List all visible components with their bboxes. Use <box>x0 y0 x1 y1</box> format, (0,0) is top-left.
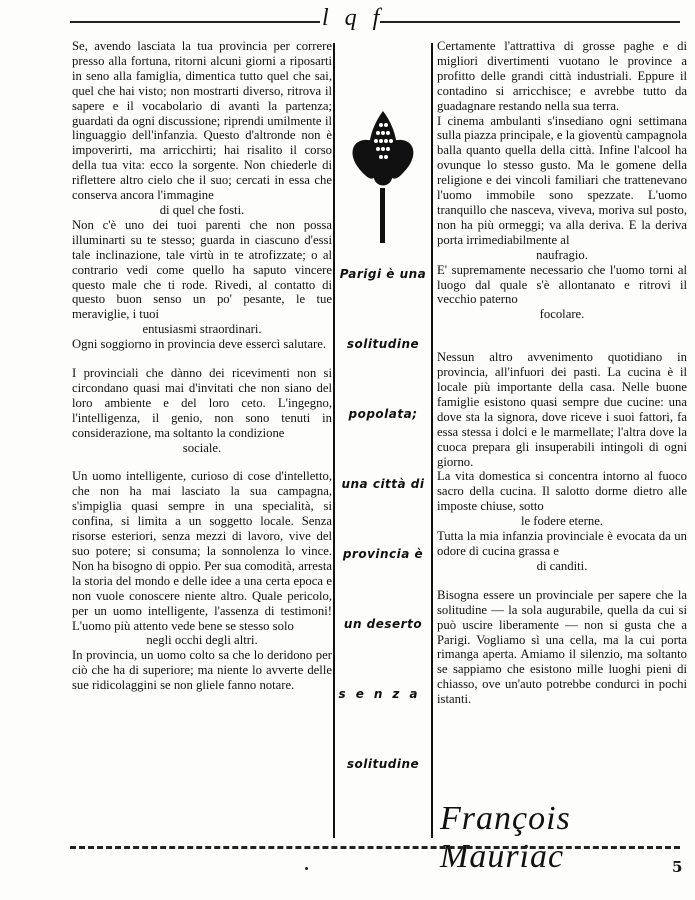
decorative-dot <box>305 867 308 870</box>
header-rule-left <box>70 21 320 23</box>
paragraph: Tutta la mia infanzia provinciale è evocata da un odore di cucina grassa e <box>437 529 687 558</box>
slogan-line: Parigi è una <box>339 267 427 281</box>
paragraph: di canditi. <box>536 558 588 573</box>
paragraph-gap <box>437 574 687 588</box>
slogan-line: solitudine <box>346 757 420 771</box>
author-signature: François Mauriac <box>440 800 571 875</box>
paragraph: naufragio. <box>536 247 588 262</box>
header-logo: l q f <box>322 5 385 31</box>
paragraph: La vita domestica si concentra intorno al fuoco sacro della cucina. Il salotto dorme dietro alle imposte chiuse, sotto <box>437 469 687 514</box>
paragraph: Bisogna essere un provinciale per sapere che la solitudine — la sola augurabile, quella da cui si può uscire liberamente — non si gusta che a Parigi. Vogliamo sì una cella, ma la cui porta rimanga aperta. Amiamo il silenzio, ma soltanto se sappiamo che esistono mille luoghi pieni di chiasso, ove un'auto potrebbe condurci in pochi istanti. <box>437 587 687 707</box>
paragraph: In provincia, un uomo colto sa che lo deridono per ciò che ha di superiore; ma niente lo avverte delle sue ridicolaggini se non gliele fanno notare. <box>72 648 332 693</box>
paragraph: focolare. <box>539 307 585 322</box>
paragraph-gap <box>437 322 687 336</box>
slogan-line: senza <box>338 687 428 701</box>
paragraph: Certamente l'attrattiva di grosse paghe e di migliori divertimenti vuotano le province a profitto delle grandi città industriali. Eppure il contadino si arricchisce; e avrebbe tutto da guadagnare restando nella sua terra. <box>437 39 687 113</box>
paragraph: le fodere eterne. <box>520 514 604 529</box>
paragraph: E' supremamente necessario che l'uomo torni al luogo dal quale s'è allontanato e ritrovi il vecchio paterno <box>437 262 687 307</box>
header-rule-right <box>380 21 680 23</box>
left-text-column <box>72 39 332 693</box>
flower-icon <box>335 83 431 253</box>
paragraph: di quel che fosti. <box>159 202 245 217</box>
paragraph-gap <box>72 455 332 469</box>
page-number: 5 <box>672 858 683 876</box>
paragraph: sociale. <box>182 440 222 455</box>
slogan-line: popolata; <box>348 407 418 421</box>
paragraph: Un uomo intelligente, curioso di cose d'intelletto, che non ha mai lasciato la sua campagna, s'impiglia quasi sempre in una specialità, si confina, si limita a un soggetto locale. Senza risorse esteriori, senza mezzi di lavoro, vive del suo potere; si consuma; la sonnolenza lo vince. Non ha bisogno di oppio. Per sua comodità, arresta la storia del mondo e delle idee a una certa epoca e non vuole conoscere niente altro. Quale pericolo, per un uomo intelligente, l'assenza di testimoni! L'uomo più attento vede bene se stesso solo <box>72 469 332 633</box>
paragraph-gap <box>72 352 332 366</box>
right-text-column <box>437 39 687 707</box>
footer-rule <box>70 846 680 849</box>
paragraph: entusiasmi straordinari. <box>142 322 262 337</box>
slogan-line: un deserto <box>343 617 423 631</box>
paragraph: Ogni soggiorno in provincia deve essercì salutare. <box>72 337 327 352</box>
paragraph: Se, avendo lasciata la tua provincia per correre presso alla fortuna, ritorni alcuni giorni a riposarti in seno alla famiglia, dimentica tutto quel che sai, quel che hai visto; non mostrarti diverso, ritrova il sapere e il vocabolario di avanti la partenza; guardati da ogni discussione; riprendi umilmente il linguaggio dell'infanzia. Questo d'altronde non è impoverirti, ma arricchirti; hai risalito il corso della tua vita: ecco la sorgente. Non chiederle di riflettere altro cielo che il suo; cercati in essa che conserva ancora l'immagine <box>72 39 332 203</box>
paragraph-gap <box>437 336 687 350</box>
center-slogan-box <box>333 43 433 838</box>
slogan-line: solitudine <box>346 337 420 351</box>
paragraph: I cinema ambulanti s'insediano ogni settimana sulla piazza principale, e la gioventù campagnola balla quanto quella della città. Infine l'alcool ha ovunque lo stesso gusto. Ma le gomene della religione e dei vincoli familiari che trattenevano l'uomo immobile sono spezzate. L'uomo tranquillo che nasceva, viveva, moriva sul posto, non ha più ormeggi; va alla deriva. E la deriva porta irrimediabilmente al <box>437 113 687 247</box>
paragraph: Non c'è uno dei tuoi parenti che non possa illuminarti su te stesso; guarda in ciascuno d'essi tale inclinazione, tale virtù in te atrofizzate; o al contrario vedi come quello ha saputo vincere questo male che ti rode. Rivedi, al contatto di questo buon senso un po' pesante, le tue meraviglie, i tuoi <box>72 217 332 322</box>
paragraph: I provinciali che dànno dei ricevimenti non si circondano quasi mai d'invitati che non siano del loro ambiente e del loro ceto. L'ingegno, l'intelligenza, il genio, non sono tenuti in considerazione, ma soltanto la condizione <box>72 366 332 440</box>
slogan-line: una città di <box>341 477 425 491</box>
slogan-line: provincia è <box>342 547 424 561</box>
paragraph: Nessun altro avvenimento quotidiano in provincia, all'infuori dei pasti. La cucina è il locale più importante della casa. Nelle buone famiglie esistono quasi sempre due cucine: una dove sta la signora, dove riceve i suoi fattori, fa essa stessa i dolci e le marmellate; l'altra dove la cuoca prepara gli insuperabili intingoli di ogni giorno. <box>437 350 687 469</box>
paragraph: negli occhi degli altri. <box>146 633 258 648</box>
